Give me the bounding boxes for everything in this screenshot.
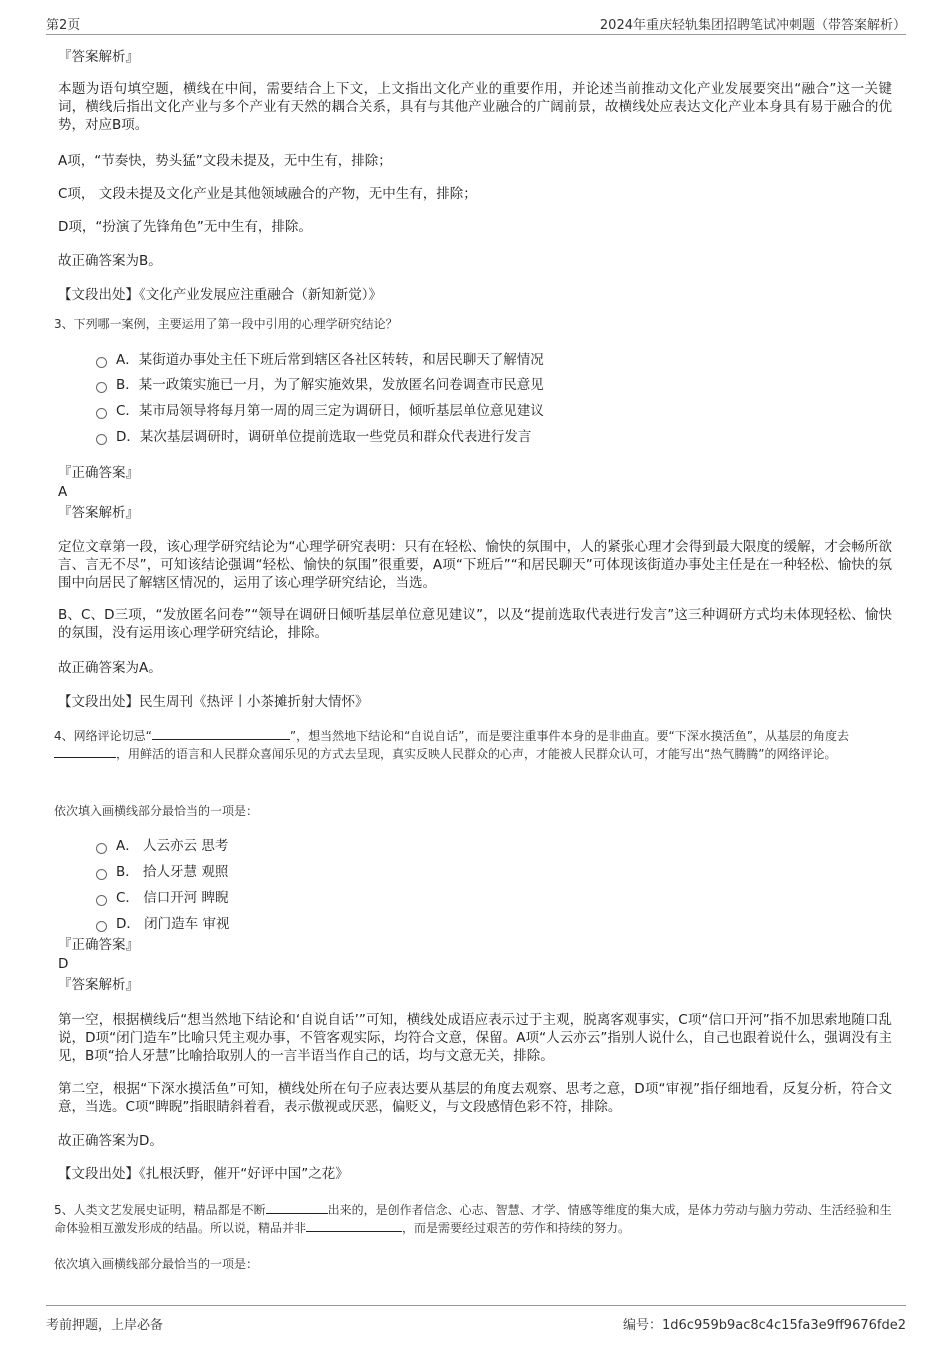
q5-stem (54, 1201, 896, 1237)
option-label: C． 信口开河 睥睨 (116, 890, 229, 906)
fill-blank (152, 727, 290, 740)
q2-source: 【文段出处】《文化产业发展应注重融合（新知新觉）》 (58, 287, 382, 303)
q2-option-a-note: A项，“节奏快，势头猛”文段未提及，无中生有，排除； (58, 153, 392, 169)
document-title: 2024年重庆轻轨集团招聘笔试冲刺题（带答案解析） (599, 18, 906, 33)
option-label: C．某市局领导将每月第一周的周三定为调研日，倾听基层单位意见建议 (116, 403, 544, 419)
q3-option-b[interactable] (96, 376, 544, 394)
q3-conclusion: 故正确答案为A。 (58, 660, 162, 676)
q4-stem-part1: 4、网络评论切忌“ (54, 729, 152, 743)
footer-slogan: 考前押题，上岸必备 (46, 1318, 164, 1333)
page-footer (46, 1305, 906, 1332)
q3-option-a[interactable] (96, 351, 544, 369)
q3-analysis-1: 定位文章第一段，该心理学研究结论为“心理学研究表明：只有在轻松、愉快的氛围中，人的紧张心理才会得到最大限度的缓解，才会畅所欲言、言无不尽”，可知该结论强调“轻松、愉快的氛围”很重要，A项“下班后”“和居民聊天”可体现该街道办事处主任是在一种轻松、愉快的氛围中向居民了解辖区情况的，运用了该心理学研究结论，当选。 (58, 539, 892, 591)
q4-prompt: 依次填入画横线部分最恰当的一项是： (54, 804, 259, 818)
q4-stem (54, 727, 896, 763)
option-label: D．某次基层调研时，调研单位提前选取一些党员和群众代表进行发言 (116, 429, 532, 445)
radio-icon[interactable] (96, 869, 107, 880)
page-header (46, 14, 906, 35)
correct-answer-label: 『正确答案』 (58, 465, 139, 481)
q4-stem-part2: ”，想当然地下结论和“自说自话”，而是要注重事件本身的是非曲直。要“下深水摸活鱼”，从基层的角度去 (289, 729, 849, 743)
q3-option-d[interactable] (96, 428, 531, 446)
option-label: A． 人云亦云 思考 (116, 838, 229, 854)
q4-answer: D (58, 956, 69, 972)
q4-option-c[interactable] (96, 889, 229, 907)
q5-stem-part3: ，而是需要经过艰苦的劳作和持续的努力。 (402, 1221, 631, 1235)
radio-icon[interactable] (96, 921, 107, 932)
radio-icon[interactable] (96, 895, 107, 906)
q4-analysis-2: 第二空，根据“下深水摸活鱼”可知，横线处所在句子应表达要从基层的角度去观察、思考之意，D项“审视”指仔细地看，反复分析，符合文意，当选。C项“睥睨”指眼睛斜着看，表示傲视或厌恶，偏贬义，与文段感情色彩不符，排除。 (58, 1081, 892, 1115)
radio-icon[interactable] (96, 357, 107, 368)
correct-answer-label: 『正确答案』 (58, 937, 139, 953)
analysis-label: 『答案解析』 (58, 977, 139, 993)
q4-option-d[interactable] (96, 915, 229, 933)
q4-option-a[interactable] (96, 837, 228, 855)
radio-icon[interactable] (96, 382, 107, 393)
q5-stem-part2: 出来的，是创作者信念、心志、智慧、才学、情感等维度的集大成，是体力劳动与脑力劳动、生活经验和生命体验相互激发形成的结晶。所以说，精品并非 (54, 1203, 892, 1235)
fill-blank (266, 1201, 328, 1214)
q2-conclusion: 故正确答案为B。 (58, 253, 162, 269)
q3-stem: 3、下列哪一案例，主要运用了第一段中引用的心理学研究结论？ (54, 317, 398, 331)
q2-option-d-note: D项，“扮演了先锋角色”无中生有，排除。 (58, 219, 312, 235)
page-number: 第2页 (46, 18, 81, 33)
q3-analysis-2: B、C、D三项，“发放匿名问卷”“领导在调研日倾听基层单位意见建议”，以及“提前选取代表进行发言”这三种调研方式均未体现轻松、愉快的氛围，没有运用该心理学研究结论，排除。 (58, 607, 892, 641)
option-label: D． 闭门造车 审视 (116, 916, 230, 932)
q3-answer: A (58, 484, 68, 500)
fill-blank (54, 745, 116, 758)
q3-source: 【文段出处】民生周刊《热评丨小茶摊折射大情怀》 (58, 694, 369, 710)
fill-blank (306, 1219, 402, 1232)
q4-stem-part3: ，用鲜活的语言和人民群众喜闻乐见的方式去呈现，真实反映人民群众的心声，才能被人民群众认可，才能写出“热气腾腾”的网络评论。 (116, 747, 837, 761)
q4-option-b[interactable] (96, 863, 228, 881)
q2-option-c-note: C项， 文段未提及文化产业是其他领域融合的产物，无中生有，排除； (58, 186, 477, 202)
q3-option-c[interactable] (96, 402, 544, 420)
q5-prompt: 依次填入画横线部分最恰当的一项是： (54, 1257, 259, 1271)
option-label: A．某街道办事处主任下班后常到辖区各社区转转，和居民聊天了解情况 (116, 352, 544, 368)
q2-analysis: 本题为语句填空题，横线在中间，需要结合上下文，上文指出文化产业的重要作用，并论述当前推动文化产业发展要突出“融合”这一关键词，横线后指出文化产业与多个产业有天然的耦合关系，具有与其他产业融合的广阔前景，故横线处应表达文化产业本身具有易于融合的优势，对应B项。 (58, 81, 892, 133)
analysis-label: 『答案解析』 (58, 505, 139, 521)
option-label: B． 拾人牙慧 观照 (116, 864, 229, 880)
q4-analysis-1: 第一空，根据横线后“想当然地下结论和‘自说自话’”可知，横线处成语应表示过于主观，脱离客观事实，C项“信口开河”指不加思索地随口乱说，D项“闭门造车”比喻只凭主观办事，不管客观实际，均符合文意，保留。A项“人云亦云”指别人说什么，自己也跟着说什么，强调没有主见，B项“拾人牙慧”比喻拾取别人的一言半语当作自己的话，均与文意无关，排除。 (58, 1012, 892, 1064)
q4-conclusion: 故正确答案为D。 (58, 1133, 163, 1149)
option-label: B．某一政策实施已一月，为了解实施效果，发放匿名问卷调查市民意见 (116, 377, 544, 393)
analysis-label: 『答案解析』 (58, 49, 139, 65)
document-serial: 编号：1d6c959b9ac8c4c15fa3e9ff9676fde2 (623, 1318, 906, 1333)
q5-stem-part1: 5、人类文艺发展史证明，精品都是不断 (54, 1203, 266, 1217)
q4-source: 【文段出处】《扎根沃野，催开“好评中国”之花》 (58, 1166, 349, 1182)
radio-icon[interactable] (96, 408, 107, 419)
radio-icon[interactable] (96, 843, 107, 854)
radio-icon[interactable] (96, 434, 107, 445)
